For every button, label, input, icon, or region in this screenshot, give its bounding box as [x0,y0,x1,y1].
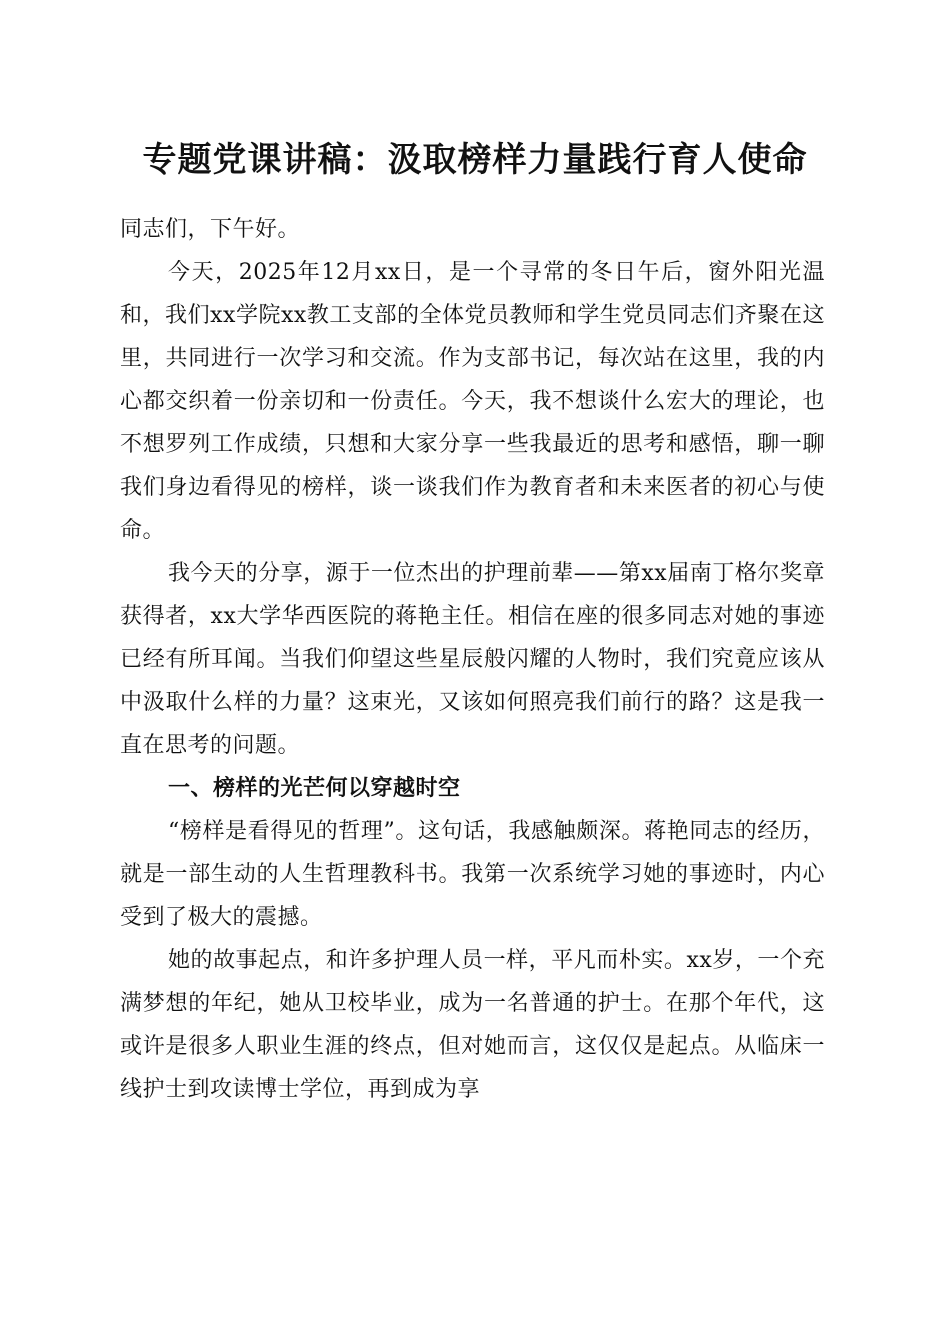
greeting-paragraph: 同志们，下午好。 [120,217,301,242]
document-title: 专题党课讲稿：汲取榜样力量践行育人使命 [142,140,808,180]
body-paragraph: 她的故事起点，和许多护理人员一样，平凡而朴实。xx岁，一个充满梦想的年纪，她从卫校毕业，成为一名普通的护士。在那个年代，这或许是很多人职业生涯的终点，但对她而言，这仅仅是起点。从临床一线护士到攻读博士学位，再到成为享 [120,948,825,1102]
section-heading: 一、榜样的光芒何以穿越时空 [168,776,461,801]
document-body [120,208,825,1111]
body-paragraph: 我今天的分享，源于一位杰出的护理前辈——第xx届南丁格尔奖章获得者，xx大学华西医院的蒋艳主任。相信在座的很多同志对她的事迹已经有所耳闻。当我们仰望这些星辰般闪耀的人物时，我们究竟应该从中汲取什么样的力量？这束光，又该如何照亮我们前行的路？这是我一直在思考的问题。 [120,561,825,758]
body-paragraph: 今天，2025年12月xx日，是一个寻常的冬日午后，窗外阳光温和，我们xx学院xx教工支部的全体党员教师和学生党员同志们齐聚在这里，共同进行一次学习和交流。作为支部书记，每次站在这里，我的内心都交织着一份亲切和一份责任。今天，我不想谈什么宏大的理论，也不想罗列工作成绩，只想和大家分享一些我最近的思考和感悟，聊一聊我们身边看得见的榜样，谈一谈我们作为教育者和未来医者的初心与使命。 [120,260,825,543]
body-paragraph: “榜样是看得见的哲理”。这句话，我感触颇深。蒋艳同志的经历，就是一部生动的人生哲理教科书。我第一次系统学习她的事迹时，内心受到了极大的震撼。 [120,819,825,930]
